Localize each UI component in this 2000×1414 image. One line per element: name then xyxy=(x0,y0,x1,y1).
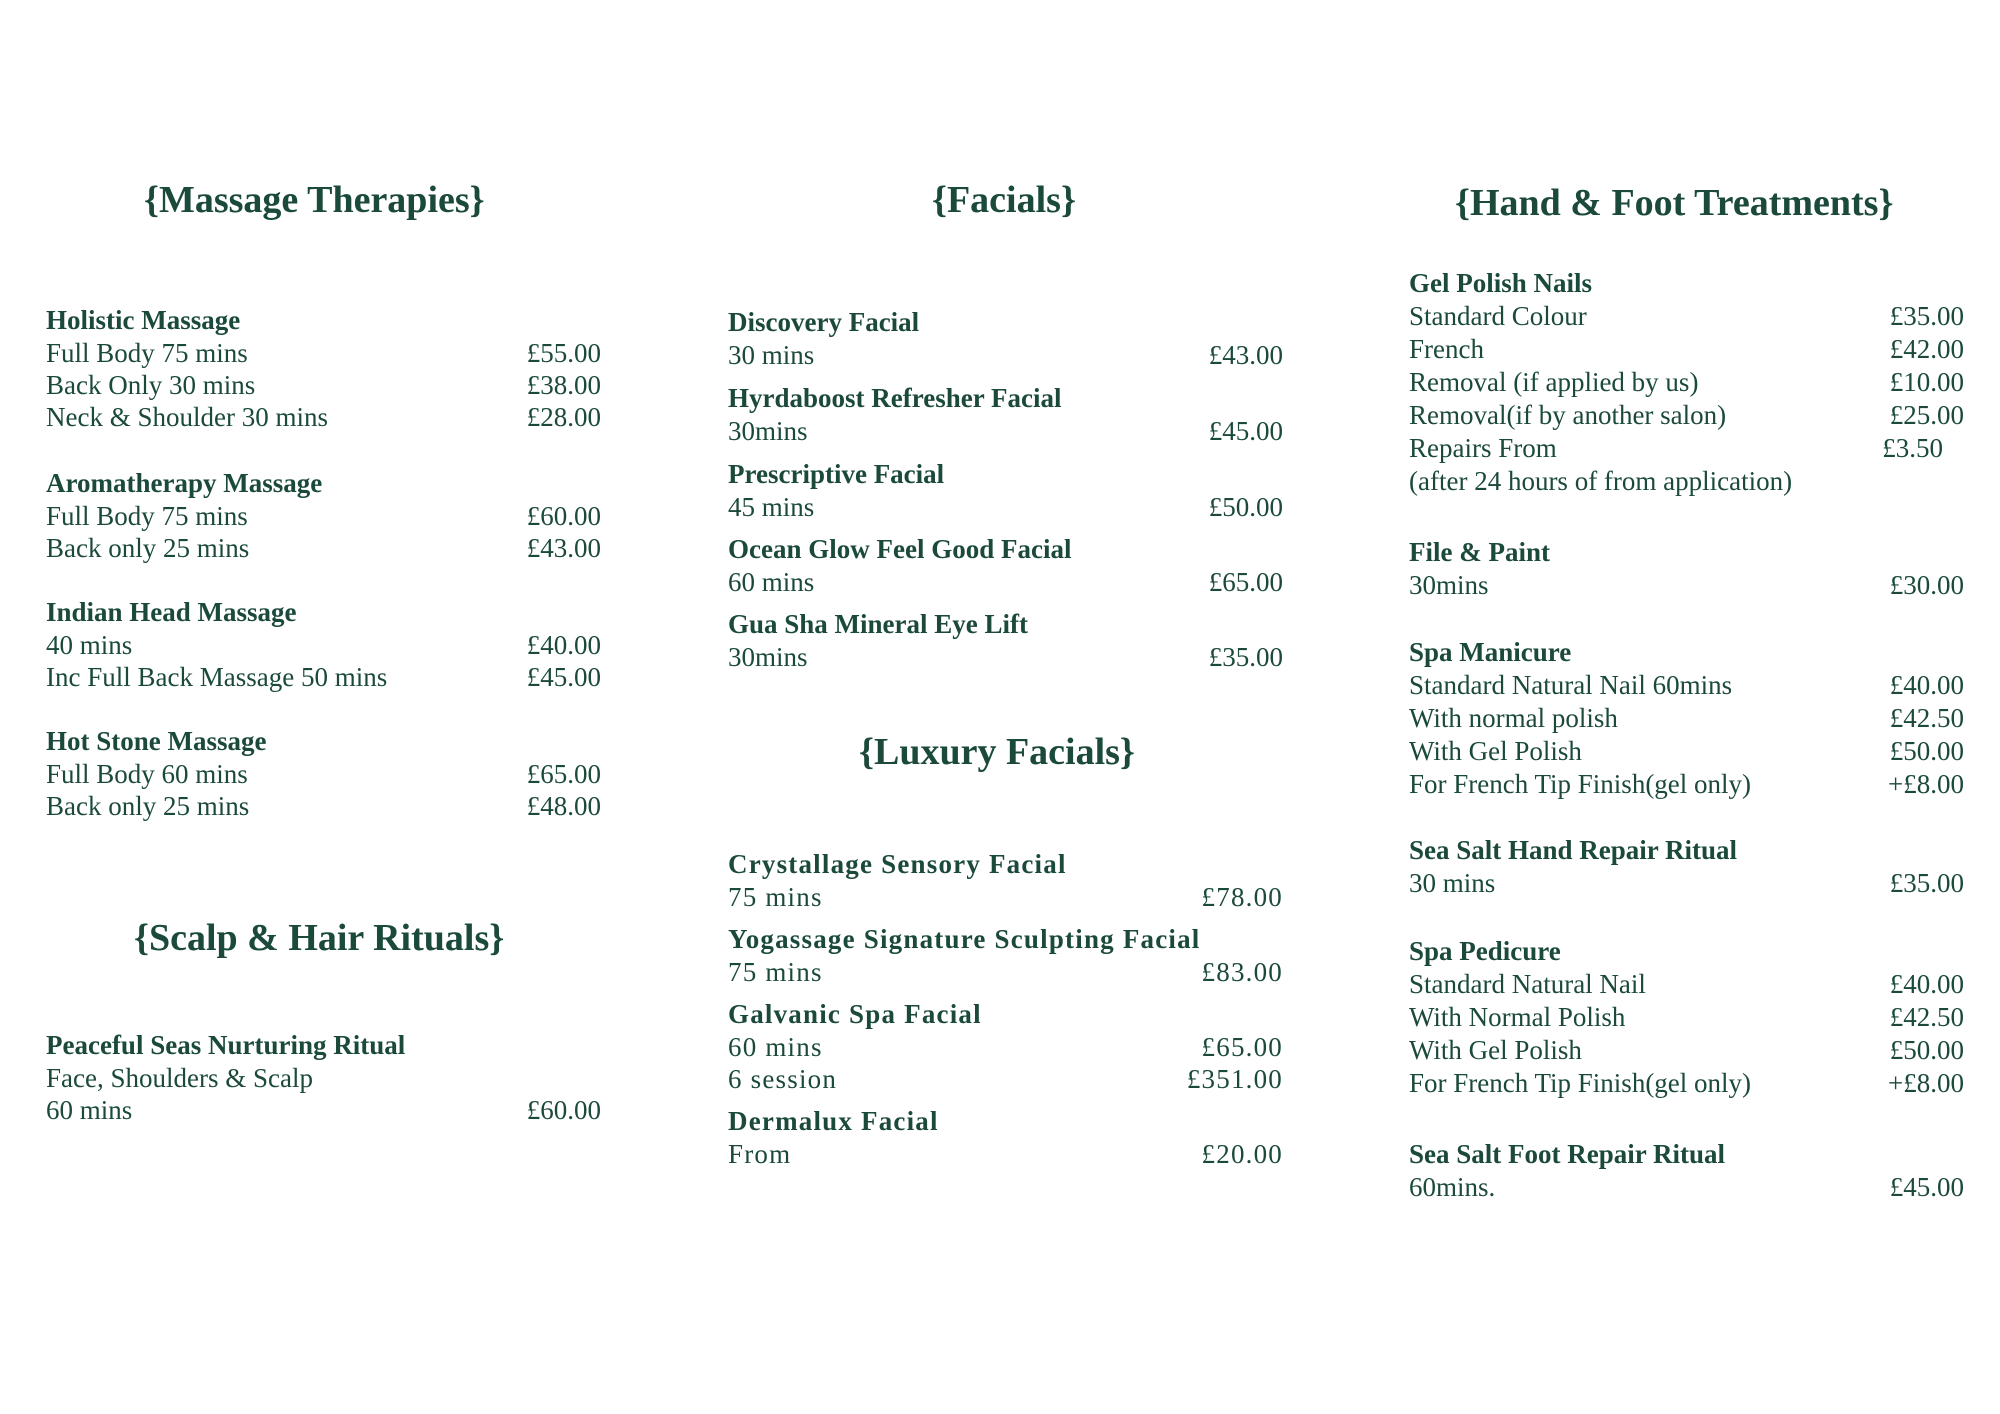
item-price: £351.00 xyxy=(1186,1064,1283,1094)
item-name: 60 mins xyxy=(46,1095,133,1125)
menu-item xyxy=(46,401,601,433)
menu-item xyxy=(728,641,1283,673)
item-name: For French Tip Finish(gel only) xyxy=(1409,769,1752,799)
group-title: Prescriptive Facial xyxy=(728,459,945,489)
item-name: 30mins xyxy=(1409,570,1489,600)
menu-group-prescriptive-facial xyxy=(728,458,1283,523)
item-price: £43.00 xyxy=(1208,340,1283,370)
item-price: £40.00 xyxy=(1889,969,1964,999)
menu-item xyxy=(46,629,601,661)
group-title: Galvanic Spa Facial xyxy=(728,999,982,1029)
item-name: 60mins. xyxy=(1409,1172,1496,1202)
item-price: £65.00 xyxy=(1201,1032,1283,1062)
item-name: Standard Natural Nail 60mins xyxy=(1409,670,1733,700)
item-name: (after 24 hours of from application) xyxy=(1409,466,1793,496)
item-price: £25.00 xyxy=(1889,400,1964,430)
item-name: Back Only 30 mins xyxy=(46,370,256,400)
item-price: £45.00 xyxy=(1208,416,1283,446)
item-name: 45 mins xyxy=(728,492,815,522)
item-price: £78.00 xyxy=(1201,882,1283,912)
menu-item xyxy=(1409,768,1964,801)
menu-group-gel-polish-nails xyxy=(1409,267,1964,498)
menu-item xyxy=(1409,968,1964,1001)
item-price: £60.00 xyxy=(526,501,601,531)
item-name: Full Body 75 mins xyxy=(46,501,248,531)
menu-item xyxy=(46,661,601,693)
menu-item xyxy=(46,790,601,822)
menu-group-dermalux-facial xyxy=(728,1105,1283,1170)
group-title: Aromatherapy Massage xyxy=(46,468,323,498)
item-price: £83.00 xyxy=(1201,957,1283,987)
item-price: £35.00 xyxy=(1208,642,1283,672)
item-name: 30mins xyxy=(728,416,808,446)
menu-item xyxy=(1409,702,1964,735)
item-name: 40 mins xyxy=(46,630,133,660)
item-name: Standard Colour xyxy=(1409,301,1587,331)
menu-item xyxy=(728,956,1283,988)
item-price: £38.00 xyxy=(526,370,601,400)
item-name: From xyxy=(728,1139,792,1169)
menu-item xyxy=(1409,735,1964,768)
group-title: Peaceful Seas Nurturing Ritual xyxy=(46,1030,406,1060)
group-title: File & Paint xyxy=(1409,537,1550,567)
menu-item xyxy=(1409,867,1964,900)
item-name: 75 mins xyxy=(728,957,823,987)
menu-item xyxy=(46,369,601,401)
item-price: £50.00 xyxy=(1208,492,1283,522)
item-price: £50.00 xyxy=(1889,1035,1964,1065)
menu-group-file-paint xyxy=(1409,536,1964,602)
item-price: £50.00 xyxy=(1889,736,1964,766)
menu-group-discovery-facial xyxy=(728,306,1283,371)
menu-group-spa-manicure xyxy=(1409,636,1964,801)
section-title-luxury-facials: {Luxury Facials} xyxy=(859,731,1135,773)
item-name: Removal(if by another salon) xyxy=(1409,400,1727,430)
menu-item xyxy=(728,339,1283,371)
menu-item xyxy=(46,532,601,564)
section-title-scalp-hair-rituals: {Scalp & Hair Rituals} xyxy=(134,917,505,959)
menu-item xyxy=(1409,399,1964,432)
menu-group-galvanic-facial xyxy=(728,998,1283,1095)
menu-item xyxy=(728,1138,1283,1170)
menu-item xyxy=(46,1094,601,1126)
item-name: With Normal Polish xyxy=(1409,1002,1626,1032)
item-price: £3.50 xyxy=(1882,433,1943,463)
menu-item xyxy=(1409,333,1964,366)
item-price: £40.00 xyxy=(1889,670,1964,700)
item-price: £28.00 xyxy=(526,402,601,432)
item-price: £45.00 xyxy=(526,662,601,692)
item-name: 75 mins xyxy=(728,882,823,912)
group-title: Indian Head Massage xyxy=(46,597,297,627)
menu-item xyxy=(1409,1171,1964,1204)
menu-item xyxy=(728,566,1283,598)
menu-item xyxy=(46,758,601,790)
item-name: With Gel Polish xyxy=(1409,736,1582,766)
group-title: Sea Salt Hand Repair Ritual xyxy=(1409,835,1738,865)
group-title: Gel Polish Nails xyxy=(1409,268,1593,298)
item-price: £10.00 xyxy=(1889,367,1964,397)
item-price: £43.00 xyxy=(526,533,601,563)
menu-group-yogassage-facial xyxy=(728,923,1283,988)
item-price: £20.00 xyxy=(1201,1139,1283,1169)
menu-group-hydraboost-facial xyxy=(728,382,1283,447)
group-title: Hot Stone Massage xyxy=(46,726,267,756)
menu-group-indian-head-massage xyxy=(46,596,601,693)
item-price: £45.00 xyxy=(1889,1172,1964,1202)
menu-item xyxy=(1409,366,1964,399)
group-title: Hyrdaboost Refresher Facial xyxy=(728,383,1062,413)
menu-item xyxy=(1409,569,1964,602)
menu-group-gua-sha-eye-lift xyxy=(728,608,1283,673)
group-title: Ocean Glow Feel Good Facial xyxy=(728,534,1072,564)
menu-item xyxy=(1409,465,1964,498)
group-title: Spa Pedicure xyxy=(1409,936,1561,966)
menu-item xyxy=(728,1063,1283,1095)
item-price: £35.00 xyxy=(1889,301,1964,331)
item-name: Full Body 60 mins xyxy=(46,759,248,789)
item-name: 30mins xyxy=(728,642,808,672)
item-name: 60 mins xyxy=(728,1032,823,1062)
menu-item xyxy=(1409,432,1964,465)
item-price: £48.00 xyxy=(526,791,601,821)
group-title: Holistic Massage xyxy=(46,305,241,335)
menu-group-holistic-massage xyxy=(46,304,601,433)
item-price: £65.00 xyxy=(526,759,601,789)
item-name: Removal (if applied by us) xyxy=(1409,367,1699,397)
group-title: Dermalux Facial xyxy=(728,1106,939,1136)
item-name: Standard Natural Nail xyxy=(1409,969,1646,999)
section-title-massage-therapies: {Massage Therapies} xyxy=(144,179,485,221)
item-price: £55.00 xyxy=(526,338,601,368)
item-name: For French Tip Finish(gel only) xyxy=(1409,1068,1752,1098)
item-price: £42.00 xyxy=(1889,334,1964,364)
item-price: +£8.00 xyxy=(1888,769,1964,799)
menu-item xyxy=(1409,669,1964,702)
group-title: Gua Sha Mineral Eye Lift xyxy=(728,609,1029,639)
menu-item xyxy=(728,415,1283,447)
menu-group-sea-salt-hand-ritual xyxy=(1409,834,1964,900)
item-name: Neck & Shoulder 30 mins xyxy=(46,402,328,432)
menu-group-crystallage-facial xyxy=(728,848,1283,913)
item-name: 30 mins xyxy=(1409,868,1496,898)
item-name: Full Body 75 mins xyxy=(46,338,248,368)
menu-item xyxy=(1409,1034,1964,1067)
menu-group-peaceful-seas-ritual xyxy=(46,1029,601,1126)
group-title: Spa Manicure xyxy=(1409,637,1572,667)
item-name: 30 mins xyxy=(728,340,815,370)
group-title: Crystallage Sensory Facial xyxy=(728,849,1067,879)
item-name: Face, Shoulders & Scalp xyxy=(46,1063,313,1093)
item-name: Repairs From xyxy=(1409,433,1557,463)
menu-item xyxy=(46,337,601,369)
menu-item xyxy=(728,491,1283,523)
item-price: £65.00 xyxy=(1208,567,1283,597)
item-price: £42.50 xyxy=(1889,703,1964,733)
group-title: Sea Salt Foot Repair Ritual xyxy=(1409,1139,1725,1169)
section-title-hand-foot-treatments: {Hand & Foot Treatments} xyxy=(1455,182,1894,224)
menu-item xyxy=(728,881,1283,913)
menu-group-spa-pedicure xyxy=(1409,935,1964,1100)
menu-group-ocean-glow-facial xyxy=(728,533,1283,598)
group-title: Discovery Facial xyxy=(728,307,920,337)
item-name: 6 session xyxy=(728,1064,838,1094)
menu-group-aromatherapy-massage xyxy=(46,467,601,564)
item-price: £40.00 xyxy=(526,630,601,660)
item-name: French xyxy=(1409,334,1484,364)
item-price: £35.00 xyxy=(1889,868,1964,898)
item-name: Back only 25 mins xyxy=(46,533,250,563)
group-title: Yogassage Signature Sculpting Facial xyxy=(728,924,1201,954)
menu-item xyxy=(728,1031,1283,1063)
menu-item xyxy=(1409,1067,1964,1100)
item-price: £42.50 xyxy=(1889,1002,1964,1032)
menu-item xyxy=(1409,300,1964,333)
menu-item xyxy=(46,1062,601,1094)
item-price: £60.00 xyxy=(526,1095,601,1125)
menu-group-sea-salt-foot-ritual xyxy=(1409,1138,1964,1204)
item-price: £30.00 xyxy=(1889,570,1964,600)
item-name: Inc Full Back Massage 50 mins xyxy=(46,662,388,692)
item-name: With Gel Polish xyxy=(1409,1035,1582,1065)
menu-item xyxy=(46,500,601,532)
section-title-facials: {Facials} xyxy=(932,179,1076,221)
item-name: Back only 25 mins xyxy=(46,791,250,821)
menu-item xyxy=(1409,1001,1964,1034)
item-name: With normal polish xyxy=(1409,703,1618,733)
item-price: +£8.00 xyxy=(1888,1068,1964,1098)
item-name: 60 mins xyxy=(728,567,815,597)
menu-group-hot-stone-massage xyxy=(46,725,601,822)
